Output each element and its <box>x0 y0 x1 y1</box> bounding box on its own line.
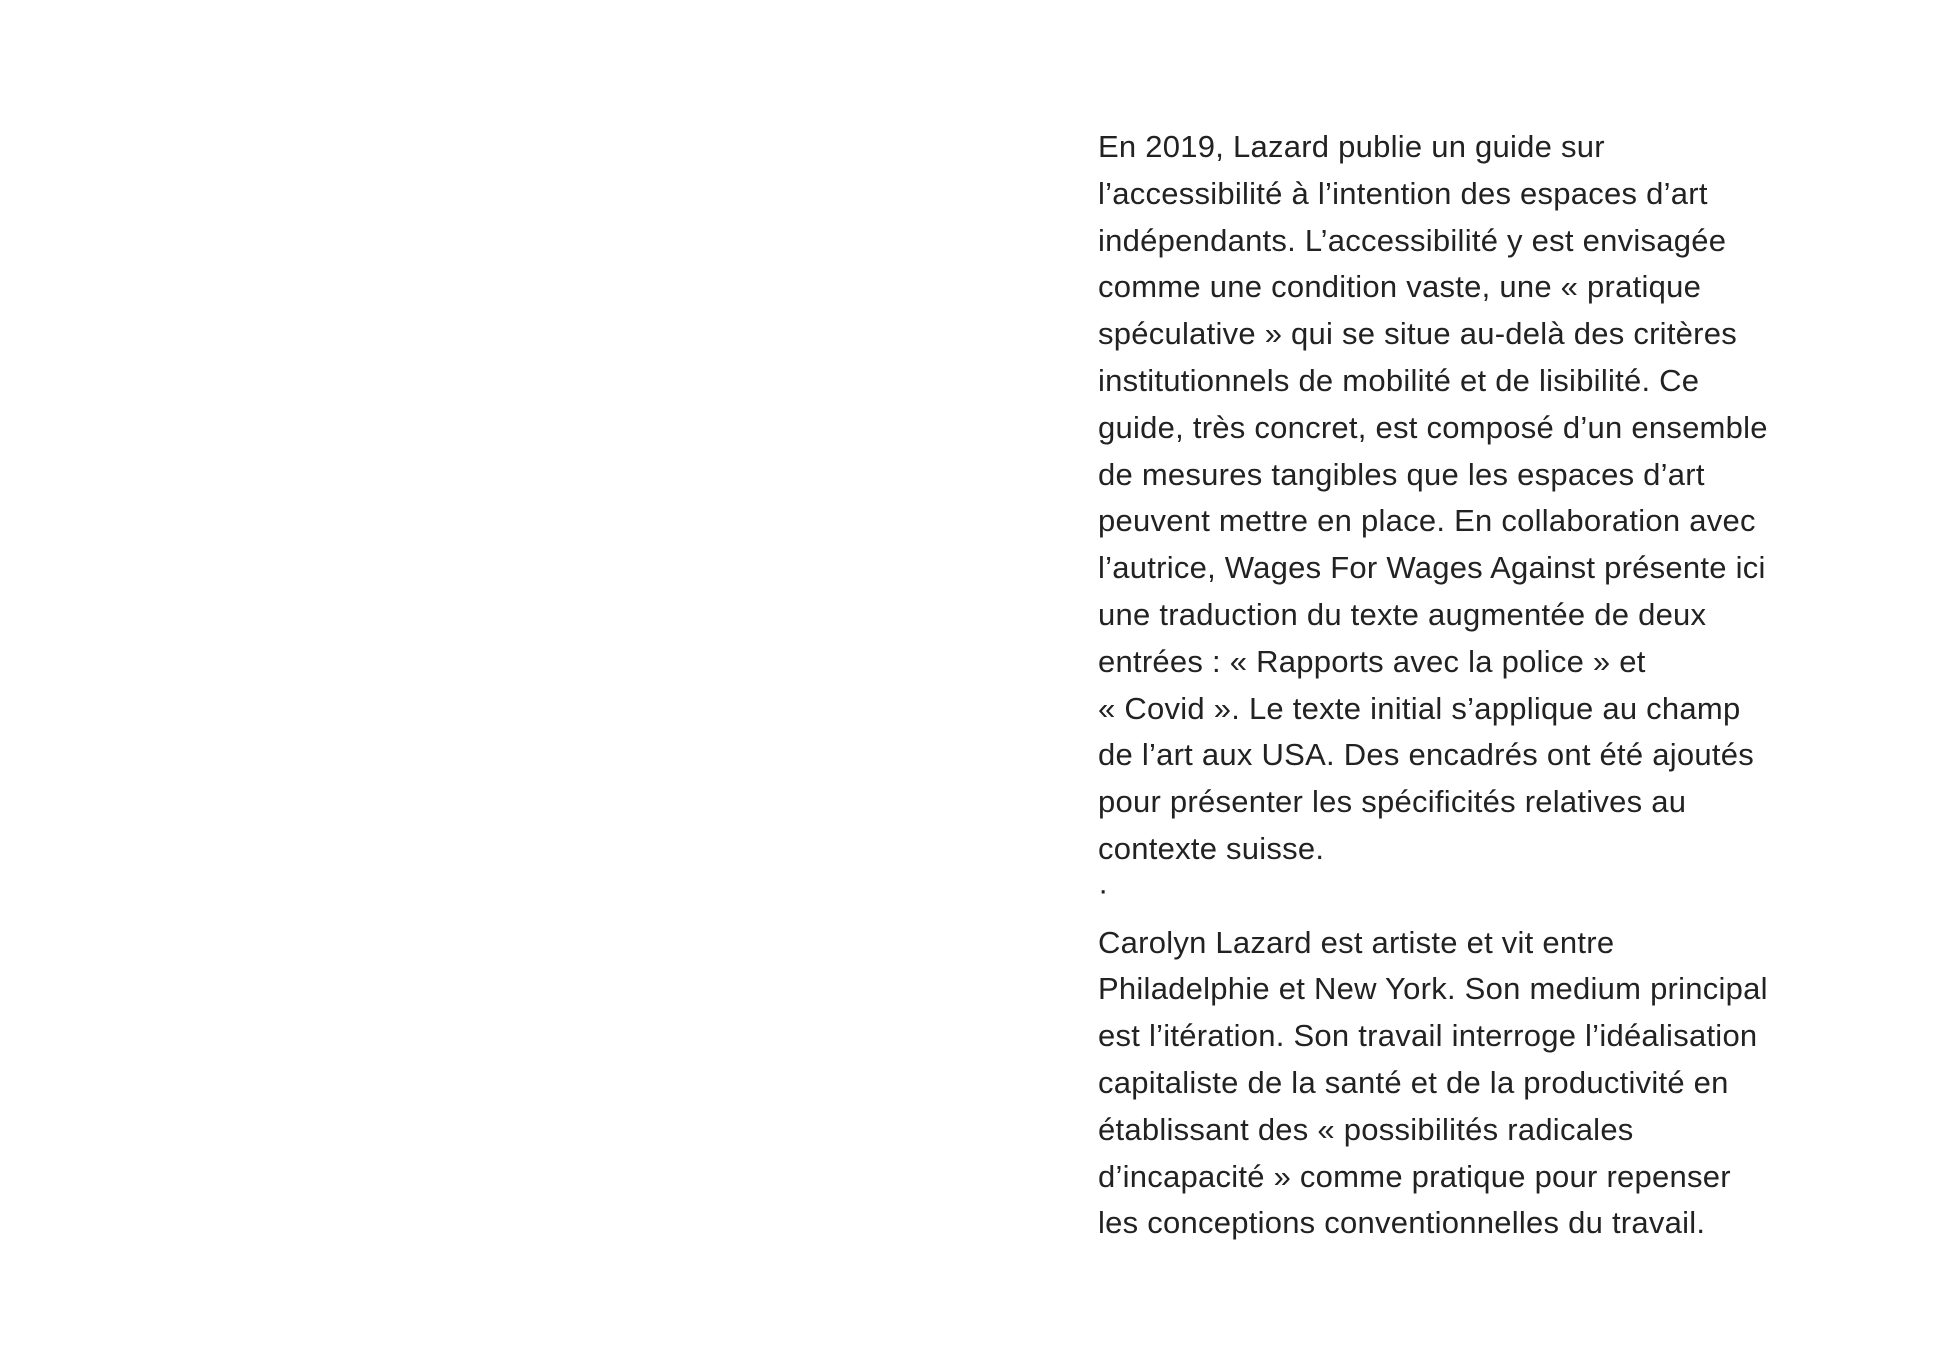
paragraph-line: institutionnels de mobilité et de lisibilité. Ce <box>1098 362 1700 398</box>
paragraph-line: Carolyn Lazard est artiste et vit entre <box>1098 924 1615 960</box>
paragraph-line: capitaliste de la santé et de la productivité en <box>1098 1064 1729 1100</box>
paragraph-line: « Covid ». Le texte initial s’applique au champ <box>1098 690 1741 726</box>
paragraph-line: peuvent mettre en place. En collaboration avec <box>1098 503 1756 539</box>
paragraph-line: En 2019, Lazard publie un guide sur <box>1098 129 1605 164</box>
paragraph-line: spéculative » qui se situe au-delà des critères <box>1098 316 1737 352</box>
author-bio-paragraph <box>1098 920 1888 1248</box>
text-column <box>1098 124 1888 1247</box>
paragraph-line: établissant des « possibilités radicales <box>1098 1111 1634 1147</box>
paragraph-line: l’autrice, Wages For Wages Against présente ici <box>1098 550 1766 586</box>
paragraph-line: les conceptions conventionnelles du travail. <box>1098 1205 1706 1241</box>
paragraph-line: une traduction du texte augmentée de deux <box>1098 596 1707 632</box>
paragraph-line: guide, très concret, est composé d’un ensemble <box>1098 409 1768 445</box>
paragraph-line: comme une condition vaste, une « pratique <box>1098 269 1702 305</box>
paragraph-line: indépendants. L’accessibilité y est envisagée <box>1098 222 1727 258</box>
paragraph-line: est l’itération. Son travail interroge l’idéalisation <box>1098 1018 1758 1054</box>
paragraph-line: Philadelphie et New York. Son medium principal <box>1098 971 1768 1007</box>
paragraph-line: de l’art aux USA. Des encadrés ont été ajoutés <box>1098 737 1754 773</box>
paragraph-line: contexte suisse. <box>1098 830 1325 866</box>
paragraph-line: entrées : « Rapports avec la police » et <box>1098 643 1646 679</box>
paragraph-line: pour présenter les spécificités relatives au <box>1098 784 1687 820</box>
paragraph-separator: · <box>1098 871 1109 907</box>
intro-paragraph <box>1098 124 1888 873</box>
paragraph-line: de mesures tangibles que les espaces d’art <box>1098 456 1705 492</box>
paragraph-line: l’accessibilité à l’intention des espaces d’art <box>1098 175 1708 211</box>
paragraph-line: d’incapacité » comme pratique pour repenser <box>1098 1158 1731 1194</box>
